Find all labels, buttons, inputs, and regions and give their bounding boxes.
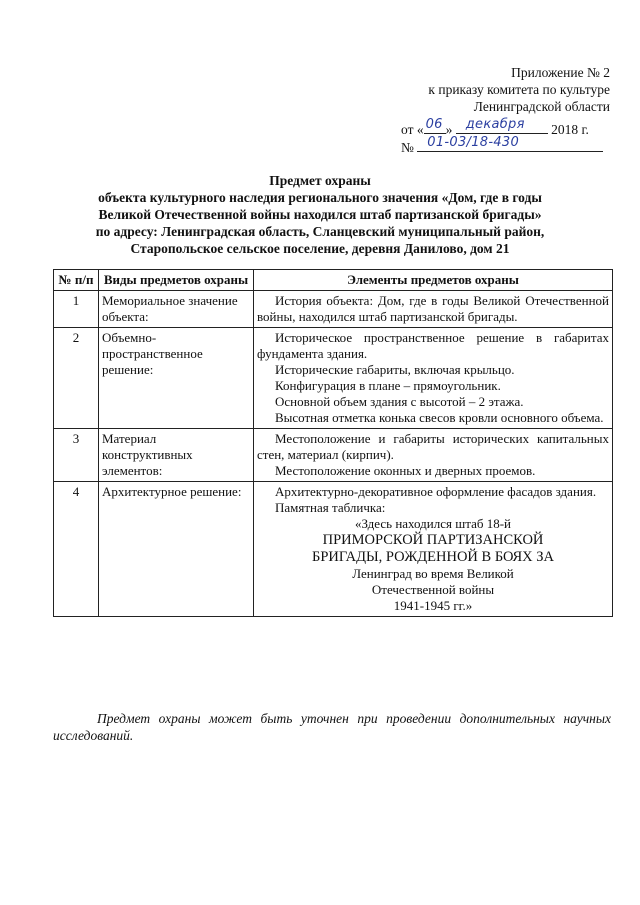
element-item: Конфигурация в плане – прямоугольник. — [275, 378, 501, 393]
header-elements: Элементы предметов охраны — [254, 270, 613, 291]
row-kind: Архитектурное решение: — [99, 482, 254, 617]
header-num: № п/п — [54, 270, 99, 291]
row-elements — [254, 328, 613, 429]
element-item: Историческое пространственное решение в габаритах фундамента здания. — [257, 330, 609, 361]
title-line-3: Великой Отечественной войны находился штаб партизанской бригады» — [98, 207, 542, 222]
plaque-line: Ленинград во время Великой — [352, 566, 514, 581]
document-title — [40, 172, 600, 257]
header-kind: Виды предметов охраны — [99, 270, 254, 291]
date-month-handwritten: декабря — [465, 117, 525, 132]
element-item: Исторические габариты, включая крыльцо. — [275, 362, 515, 377]
order-number — [401, 137, 611, 156]
element-item: История объекта: Дом, где в годы Великой Отечественной войны, находился штаб партизанской бригады. — [257, 293, 609, 324]
number-blank — [417, 137, 603, 152]
plaque-line: Отечественной войны — [371, 582, 495, 597]
row-num: 4 — [54, 482, 99, 617]
plaque-line: 1941-1945 гг.» — [393, 598, 473, 613]
row-elements — [254, 429, 613, 482]
number-handwritten: 01-03/18-430 — [427, 135, 520, 150]
date-day-handwritten: 06 — [425, 117, 443, 132]
footnote: Предмет охраны может быть уточнен при проведении дополнительных научных исследований. — [53, 711, 611, 743]
table-header-row — [54, 270, 613, 291]
appendix-order-ref: к приказу комитета по культуре — [428, 82, 610, 97]
title-heading: Предмет охраны — [269, 173, 371, 188]
title-line-4: по адресу: Ленинградская область, Сланцевский муниципальный район, — [95, 224, 545, 239]
plaque-line: БРИГАДЫ, РОЖДЕННОЙ В БОЯХ ЗА — [312, 549, 554, 565]
element-item: Памятная табличка: — [275, 500, 386, 515]
element-item: Местоположение и габариты исторических капитальных стен, материал (кирпич). — [257, 431, 609, 462]
row-kind: Материал конструктивных элементов: — [99, 429, 254, 482]
appendix-number: Приложение № 2 — [511, 65, 610, 80]
element-item: Архитектурно-декоративное оформление фасадов здания. — [275, 484, 597, 499]
row-kind: Мемориальное значение объекта: — [99, 291, 254, 328]
date-prefix: от « — [401, 122, 424, 137]
element-item: Высотная отметка конька свесов кровли основного объема. — [275, 410, 604, 425]
table-row — [54, 429, 613, 482]
element-item: Основной объем здания с высотой – 2 этажа. — [275, 394, 524, 409]
row-kind: Объемно-пространственное решение: — [99, 328, 254, 429]
table-row — [54, 291, 613, 328]
appendix-region: Ленинградской области — [473, 99, 610, 114]
title-line-2: объекта культурного наследия регионального значения «Дом, где в годы — [98, 190, 542, 205]
row-num: 1 — [54, 291, 99, 328]
title-line-5: Старопольское сельское поселение, деревня Данилово, дом 21 — [130, 241, 510, 256]
appendix-header — [428, 64, 610, 115]
date-month-blank — [456, 119, 548, 134]
date-day-blank — [424, 119, 446, 134]
row-elements — [254, 291, 613, 328]
element-item: Местоположение оконных и дверных проемов. — [275, 463, 536, 478]
date-mid: » — [445, 122, 453, 137]
date-year: 2018 г. — [551, 122, 589, 137]
plaque-line: ПРИМОРСКОЙ ПАРТИЗАНСКОЙ — [322, 532, 544, 548]
table-row — [54, 328, 613, 429]
row-num: 3 — [54, 429, 99, 482]
protection-table — [53, 269, 613, 617]
row-num: 2 — [54, 328, 99, 429]
number-prefix: № — [401, 140, 414, 155]
plaque-line: «Здесь находился штаб 18-й — [354, 516, 512, 531]
table-row — [54, 482, 613, 617]
row-elements — [254, 482, 613, 617]
